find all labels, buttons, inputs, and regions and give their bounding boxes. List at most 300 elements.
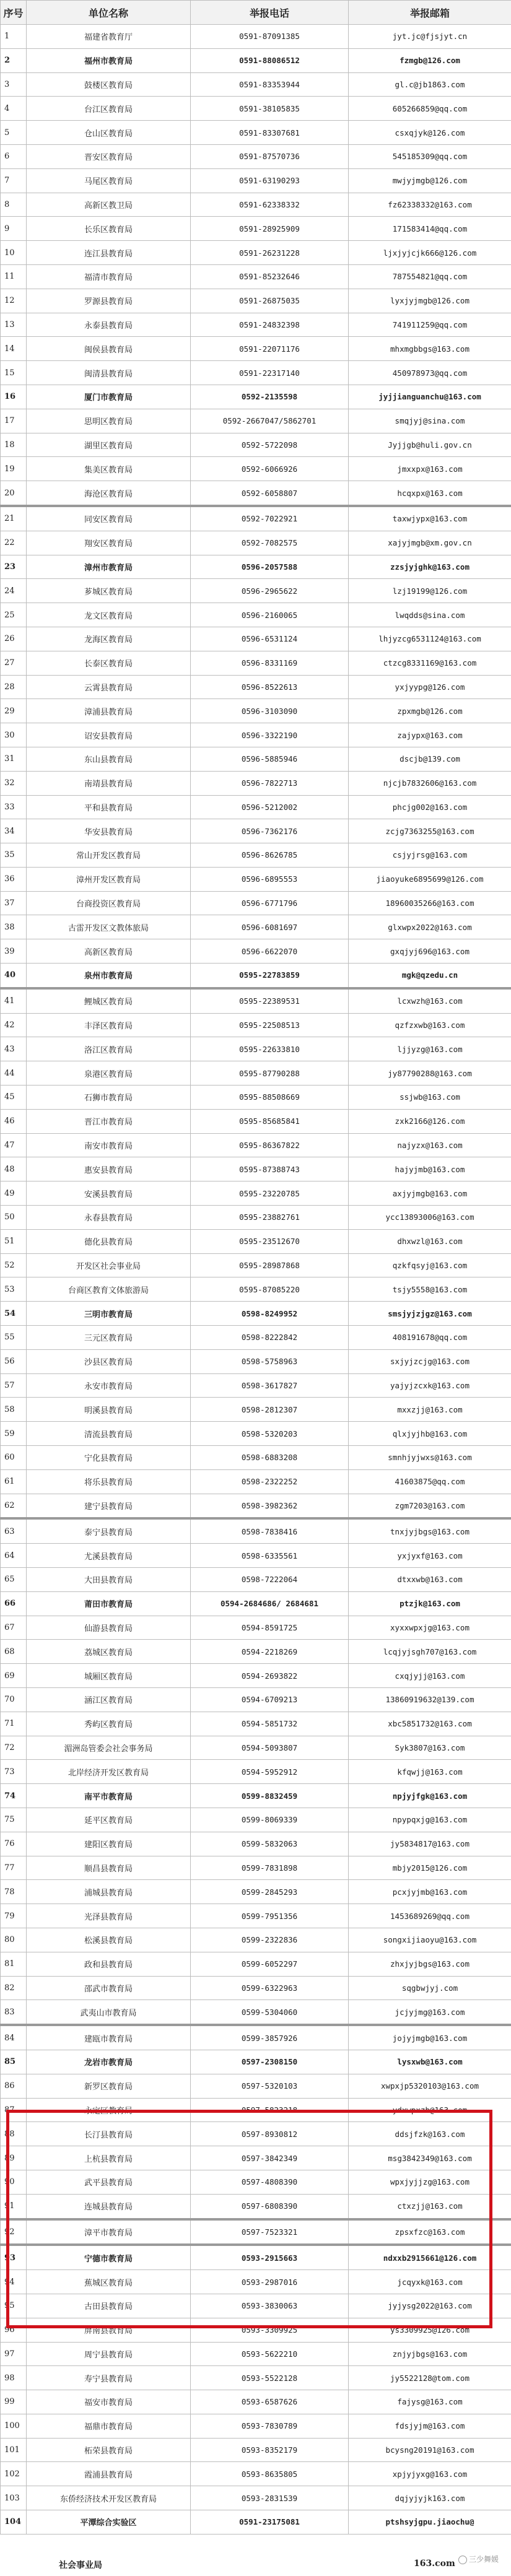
table-row: [1, 2170, 511, 2194]
report-phone: 0592-2135598: [191, 385, 349, 409]
report-phone: 0592-7022921: [191, 506, 349, 531]
unit-name: 古田县教育局: [27, 2294, 191, 2318]
report-phone: 0596-3322190: [191, 723, 349, 747]
row-number: 97: [1, 2342, 27, 2366]
report-phone: 0595-87388743: [191, 1157, 349, 1181]
table-row: [1, 1037, 511, 1061]
report-email: zpsxfzc@163.com: [349, 2219, 511, 2245]
report-email: gxqjyj696@163.com: [349, 939, 511, 964]
report-email: 1453689269@qq.com: [349, 1904, 511, 1928]
report-phone: 0594-6709213: [191, 1687, 349, 1712]
row-number: 66: [1, 1591, 27, 1616]
col-header-no: 序号: [1, 1, 27, 25]
table-row: [1, 1712, 511, 1736]
table-row: [1, 1687, 511, 1712]
report-phone: 0596-8626785: [191, 843, 349, 868]
unit-name: 松溪县教育局: [27, 1928, 191, 1952]
row-number: 92: [1, 2219, 27, 2245]
report-email: jy87790288@163.com: [349, 1061, 511, 1086]
row-number: 37: [1, 891, 27, 915]
row-number: 82: [1, 1976, 27, 2000]
report-email: lwqdds@sina.com: [349, 603, 511, 627]
report-phone: 0593-8352179: [191, 2438, 349, 2462]
unit-name: 福清市教育局: [27, 264, 191, 289]
report-email: znjyjbgs@163.com: [349, 2342, 511, 2366]
row-number: 93: [1, 2245, 27, 2269]
unit-name: 城厢区教育局: [27, 1664, 191, 1688]
report-phone: 0596-5885946: [191, 747, 349, 771]
report-phone: 0598-3982362: [191, 1494, 349, 1518]
table-row: [1, 555, 511, 579]
table-row: [1, 1640, 511, 1664]
row-number: 11: [1, 264, 27, 289]
report-phone: 0599-7951356: [191, 1904, 349, 1928]
report-phone: 0595-28987868: [191, 1253, 349, 1277]
report-phone: 0591-88086512: [191, 48, 349, 72]
row-number: 69: [1, 1664, 27, 1688]
report-email: dhxwzl@163.com: [349, 1229, 511, 1253]
report-phone: 0593-8635805: [191, 2462, 349, 2486]
report-email: jojyjmgb@163.com: [349, 2025, 511, 2050]
unit-name: 云霄县教育局: [27, 675, 191, 699]
table-row: [1, 1736, 511, 1760]
report-email: yajyjzcxk@163.com: [349, 1373, 511, 1398]
report-email: dtxxwb@163.com: [349, 1568, 511, 1592]
table-row: [1, 1664, 511, 1688]
table-row: [1, 771, 511, 795]
report-email: xwpxjp5320103@163.com: [349, 2074, 511, 2098]
report-email: songxijiaoyu@163.com: [349, 1928, 511, 1952]
table-row: [1, 72, 511, 97]
table-row: [1, 2486, 511, 2510]
report-phone: 0595-87085220: [191, 1277, 349, 1302]
report-phone: 0594-5093807: [191, 1736, 349, 1760]
table-row: [1, 1302, 511, 1326]
table-row: [1, 1013, 511, 1037]
report-phone: 0599-8832459: [191, 1784, 349, 1808]
unit-name: 宁化县教育局: [27, 1446, 191, 1470]
unit-name: 清流县教育局: [27, 1422, 191, 1446]
report-phone: 0597-7523321: [191, 2219, 349, 2245]
row-number: 100: [1, 2414, 27, 2438]
unit-name: 思明区教育局: [27, 409, 191, 433]
table-row: [1, 1616, 511, 1640]
row-number: 83: [1, 2000, 27, 2025]
unit-name: 仙游县教育局: [27, 1616, 191, 1640]
report-phone: 0593-3830063: [191, 2294, 349, 2318]
row-number: 89: [1, 2146, 27, 2170]
report-email: ctzcg8331169@163.com: [349, 651, 511, 675]
table-footer: [0, 2556, 511, 2576]
row-number: 45: [1, 1086, 27, 1110]
unit-name: 尤溪县教育局: [27, 1544, 191, 1568]
report-phone: 0593-7830789: [191, 2414, 349, 2438]
table-row: [1, 168, 511, 193]
unit-name: 顺昌县教育局: [27, 1856, 191, 1880]
report-email: njcjb7832606@163.com: [349, 771, 511, 795]
report-email: 545185309@qq.com: [349, 144, 511, 168]
report-phone: 0591-28925909: [191, 217, 349, 241]
report-email: ssjwb@163.com: [349, 1086, 511, 1110]
report-email: 13860919632@139.com: [349, 1687, 511, 1712]
unit-name: 集美区教育局: [27, 457, 191, 481]
report-phone: 0598-7222064: [191, 1568, 349, 1592]
row-number: 80: [1, 1928, 27, 1952]
table-row: [1, 1591, 511, 1616]
report-email: wpxjyjjzg@163.com: [349, 2170, 511, 2194]
unit-name: 莆田市教育局: [27, 1591, 191, 1616]
table-row: [1, 1832, 511, 1856]
unit-name: 泉港区教育局: [27, 1061, 191, 1086]
unit-name: 秀屿区教育局: [27, 1712, 191, 1736]
report-email: qzkfqsyj@163.com: [349, 1253, 511, 1277]
row-number: 17: [1, 409, 27, 433]
table-row: [1, 2390, 511, 2414]
report-email: qzfzxwb@163.com: [349, 1013, 511, 1037]
table-row: [1, 1904, 511, 1928]
table-row: [1, 2146, 511, 2170]
report-email: xbc5851732@163.com: [349, 1712, 511, 1736]
report-phone: 0591-26875035: [191, 289, 349, 313]
report-phone: 0597-6808390: [191, 2194, 349, 2219]
report-phone: 0595-23882761: [191, 1206, 349, 1230]
report-phone: 0591-24832398: [191, 313, 349, 337]
row-number: 44: [1, 1061, 27, 1086]
report-phone: 0591-22071176: [191, 337, 349, 361]
table-row: [1, 241, 511, 265]
report-email: tnxjyjbgs@163.com: [349, 1518, 511, 1543]
unit-name: 平潭综合实验区: [27, 2510, 191, 2535]
row-number: 90: [1, 2170, 27, 2194]
unit-name: 霞浦县教育局: [27, 2462, 191, 2486]
row-number: 67: [1, 1616, 27, 1640]
unit-name: 永安市教育局: [27, 1373, 191, 1398]
report-phone: 0598-8249952: [191, 1302, 349, 1326]
table-row: [1, 289, 511, 313]
unit-name: 鼓楼区教育局: [27, 72, 191, 97]
report-email: lhjyzcg6531124@163.com: [349, 627, 511, 651]
report-phone: 0598-7838416: [191, 1518, 349, 1543]
unit-name: 光泽县教育局: [27, 1904, 191, 1928]
report-phone: 0599-5304060: [191, 2000, 349, 2025]
unit-name: 邵武市教育局: [27, 1976, 191, 2000]
unit-name: 三明市教育局: [27, 1302, 191, 1326]
unit-name: 罗源县教育局: [27, 289, 191, 313]
report-phone: 0591-83353944: [191, 72, 349, 97]
report-email: jy5522128@tom.com: [349, 2366, 511, 2390]
report-phone: 0598-2812307: [191, 1398, 349, 1422]
unit-name: 新罗区教育局: [27, 2074, 191, 2098]
unit-name: 东山县教育局: [27, 747, 191, 771]
row-number: 98: [1, 2366, 27, 2390]
report-phone: 0593-2831539: [191, 2486, 349, 2510]
unit-name: 沙县区教育局: [27, 1349, 191, 1373]
unit-name: 福鼎市教育局: [27, 2414, 191, 2438]
report-phone: 0591-62338332: [191, 193, 349, 217]
table-row: [1, 2098, 511, 2122]
table-row: [1, 2270, 511, 2294]
row-number: 8: [1, 193, 27, 217]
footer-email-tail: 163.com: [414, 2559, 455, 2569]
report-phone: 0592-5722098: [191, 433, 349, 457]
report-phone: 0596-7822713: [191, 771, 349, 795]
table-row: [1, 1326, 511, 1350]
report-phone: 0596-2965622: [191, 579, 349, 603]
report-phone: 0592-6058807: [191, 481, 349, 506]
table-row: [1, 1206, 511, 1230]
table-row: [1, 1952, 511, 1976]
report-phone: 0596-6895553: [191, 867, 349, 891]
report-email: ndxxb2915661@126.com: [349, 2245, 511, 2269]
report-phone: 0595-85685841: [191, 1109, 349, 1133]
row-number: 46: [1, 1109, 27, 1133]
table-row: [1, 48, 511, 72]
table-row: [1, 264, 511, 289]
unit-name: 同安区教育局: [27, 506, 191, 531]
unit-name: 开发区社会事业局: [27, 1253, 191, 1277]
unit-name: 南靖县教育局: [27, 771, 191, 795]
row-number: 49: [1, 1181, 27, 1206]
row-number: 27: [1, 651, 27, 675]
report-email: kfqwjj@163.com: [349, 1760, 511, 1784]
table-row: [1, 939, 511, 964]
table-row: [1, 651, 511, 675]
row-number: 104: [1, 2510, 27, 2535]
table-row: [1, 193, 511, 217]
report-phone: 0593-3309925: [191, 2318, 349, 2342]
table-row: [1, 2074, 511, 2098]
report-phone: 0592-6066926: [191, 457, 349, 481]
unit-name: 高新区教卫局: [27, 193, 191, 217]
row-number: 74: [1, 1784, 27, 1808]
report-email: taxwjypx@163.com: [349, 506, 511, 531]
report-phone: 0597-5320103: [191, 2074, 349, 2098]
report-phone: 0597-4808390: [191, 2170, 349, 2194]
row-number: 78: [1, 1880, 27, 1904]
row-number: 22: [1, 531, 27, 555]
unit-name: 福安市教育局: [27, 2390, 191, 2414]
table-row: [1, 867, 511, 891]
report-phone: 0599-7831898: [191, 1856, 349, 1880]
row-number: 62: [1, 1494, 27, 1518]
report-email: jy5834817@163.com: [349, 1832, 511, 1856]
unit-name: 长泰区教育局: [27, 651, 191, 675]
report-phone: 0599-2322836: [191, 1928, 349, 1952]
table-row: [1, 2342, 511, 2366]
row-number: 32: [1, 771, 27, 795]
row-number: 14: [1, 337, 27, 361]
table-row: [1, 964, 511, 988]
row-number: 39: [1, 939, 27, 964]
unit-name: 武夷山市教育局: [27, 2000, 191, 2025]
report-phone: 0594-5851732: [191, 1712, 349, 1736]
table-row: [1, 313, 511, 337]
table-row: [1, 2438, 511, 2462]
row-number: 96: [1, 2318, 27, 2342]
report-phone: 0598-5320203: [191, 1422, 349, 1446]
unit-name: 仓山区教育局: [27, 121, 191, 145]
report-email: mhxmgbbgs@163.com: [349, 337, 511, 361]
row-number: 12: [1, 289, 27, 313]
table-row: [1, 1086, 511, 1110]
report-email: Syk3807@163.com: [349, 1736, 511, 1760]
report-email: 741911259@qq.com: [349, 313, 511, 337]
report-phone: 0598-5758963: [191, 1349, 349, 1373]
table-row: [1, 2318, 511, 2342]
unit-name: 厦门市教育局: [27, 385, 191, 409]
unit-name: 永泰县教育局: [27, 313, 191, 337]
row-number: 20: [1, 481, 27, 506]
unit-name: 海沧区教育局: [27, 481, 191, 506]
report-email: mgk@qzedu.cn: [349, 964, 511, 988]
unit-name: 涵江区教育局: [27, 1687, 191, 1712]
table-row: [1, 675, 511, 699]
report-email: 18960035266@163.com: [349, 891, 511, 915]
watermark-logo-icon: [458, 2556, 467, 2564]
row-number: 60: [1, 1446, 27, 1470]
table-row: [1, 1277, 511, 1302]
report-email: lcqjyjsgh707@163.com: [349, 1640, 511, 1664]
table-row: [1, 25, 511, 49]
unit-name: 荔城区教育局: [27, 1640, 191, 1664]
unit-name: 浦城县教育局: [27, 1880, 191, 1904]
table-row: [1, 1880, 511, 1904]
table-header-row: [1, 1, 511, 25]
row-number: 29: [1, 699, 27, 723]
report-phone: 0595-23220785: [191, 1181, 349, 1206]
report-email: axjyjmgb@163.com: [349, 1181, 511, 1206]
report-phone: 0591-38105835: [191, 97, 349, 121]
row-number: 40: [1, 964, 27, 988]
row-number: 35: [1, 843, 27, 868]
report-email: lzj19199@126.com: [349, 579, 511, 603]
table-row: [1, 2050, 511, 2074]
table-row: [1, 1133, 511, 1157]
row-number: 47: [1, 1133, 27, 1157]
report-email: csxqjyk@126.com: [349, 121, 511, 145]
report-phone: 0593-6587626: [191, 2390, 349, 2414]
report-phone: 0597-8930812: [191, 2122, 349, 2146]
row-number: 50: [1, 1206, 27, 1230]
report-phone: 0591-87570736: [191, 144, 349, 168]
unit-name: 大田县教育局: [27, 1568, 191, 1592]
col-header-phone: 举报电话: [191, 1, 349, 25]
row-number: 86: [1, 2074, 27, 2098]
table-row: [1, 481, 511, 506]
table-row: [1, 795, 511, 819]
unit-name: 翔安区教育局: [27, 531, 191, 555]
report-email: ycc13893006@163.com: [349, 1206, 511, 1230]
row-number: 15: [1, 361, 27, 385]
table-row: [1, 144, 511, 168]
unit-name: 芗城区教育局: [27, 579, 191, 603]
report-email: pcxjyjmb@163.com: [349, 1880, 511, 1904]
table-row: [1, 2025, 511, 2050]
unit-name: 柘荣县教育局: [27, 2438, 191, 2462]
unit-name: 台江区教育局: [27, 97, 191, 121]
report-phone: 0591-22317140: [191, 361, 349, 385]
report-phone: 0598-6335561: [191, 1544, 349, 1568]
unit-name: 漳平市教育局: [27, 2219, 191, 2245]
report-email: lysxwb@163.com: [349, 2050, 511, 2074]
report-email: najyzx@163.com: [349, 1133, 511, 1157]
unit-name: 宁德市教育局: [27, 2245, 191, 2269]
table-row: [1, 1568, 511, 1592]
report-phone: 0598-3617827: [191, 1373, 349, 1398]
unit-name: 惠安县教育局: [27, 1157, 191, 1181]
report-phone: 0595-22633810: [191, 1037, 349, 1061]
watermark: [458, 2554, 499, 2564]
unit-name: 连城县教育局: [27, 2194, 191, 2219]
row-number: 51: [1, 1229, 27, 1253]
row-number: 43: [1, 1037, 27, 1061]
report-email: ljjyzg@163.com: [349, 1037, 511, 1061]
row-number: 36: [1, 867, 27, 891]
report-email: zxk2166@126.com: [349, 1109, 511, 1133]
unit-name: 寿宁县教育局: [27, 2366, 191, 2390]
unit-name: 蕉城区教育局: [27, 2270, 191, 2294]
row-number: 71: [1, 1712, 27, 1736]
report-email: tsjy5558@163.com: [349, 1277, 511, 1302]
row-number: 75: [1, 1808, 27, 1832]
report-phone: 0596-6771796: [191, 891, 349, 915]
row-number: 4: [1, 97, 27, 121]
unit-name: 湄洲岛管委会社会事务局: [27, 1736, 191, 1760]
row-number: 1: [1, 25, 27, 49]
table-row: [1, 1518, 511, 1543]
report-phone: 0595-22783859: [191, 964, 349, 988]
report-email: phcjg002@163.com: [349, 795, 511, 819]
unit-name: 北岸经济开发区教育局: [27, 1760, 191, 1784]
unit-name: 福州市教育局: [27, 48, 191, 72]
report-email: npypqxjg@163.com: [349, 1808, 511, 1832]
report-phone: 0595-87790288: [191, 1061, 349, 1086]
row-number: 101: [1, 2438, 27, 2462]
row-number: 28: [1, 675, 27, 699]
unit-name: 永定区教育局: [27, 2098, 191, 2122]
row-number: 6: [1, 144, 27, 168]
report-email: xyxxwpxjg@163.com: [349, 1616, 511, 1640]
row-number: 88: [1, 2122, 27, 2146]
row-number: 94: [1, 2270, 27, 2294]
report-phone: 0596-6531124: [191, 627, 349, 651]
report-email: glxwpx2022@163.com: [349, 915, 511, 939]
table-row: [1, 1928, 511, 1952]
table-row: [1, 97, 511, 121]
report-email: jyjjianguanchu@163.com: [349, 385, 511, 409]
row-number: 73: [1, 1760, 27, 1784]
report-email: zzsjyjghk@163.com: [349, 555, 511, 579]
unit-name: 马尾区教育局: [27, 168, 191, 193]
table-row: [1, 1469, 511, 1494]
report-phone: 0594-8591725: [191, 1616, 349, 1640]
report-email: sqgbwjyj.com: [349, 1976, 511, 2000]
report-phone: 0596-6622070: [191, 939, 349, 964]
report-email: 408191678@qq.com: [349, 1326, 511, 1350]
table-row: [1, 1349, 511, 1373]
unit-name: 连江县教育局: [27, 241, 191, 265]
report-phone: 0592-7082575: [191, 531, 349, 555]
row-number: 38: [1, 915, 27, 939]
unit-name: 南安市教育局: [27, 1133, 191, 1157]
report-phone: 0592-2667047/5862701: [191, 409, 349, 433]
report-email: mbjy2015@126.com: [349, 1856, 511, 1880]
row-number: 63: [1, 1518, 27, 1543]
report-email: 605266859@qq.com: [349, 97, 511, 121]
row-number: 2: [1, 48, 27, 72]
unit-name: 明溪县教育局: [27, 1398, 191, 1422]
row-number: 3: [1, 72, 27, 97]
